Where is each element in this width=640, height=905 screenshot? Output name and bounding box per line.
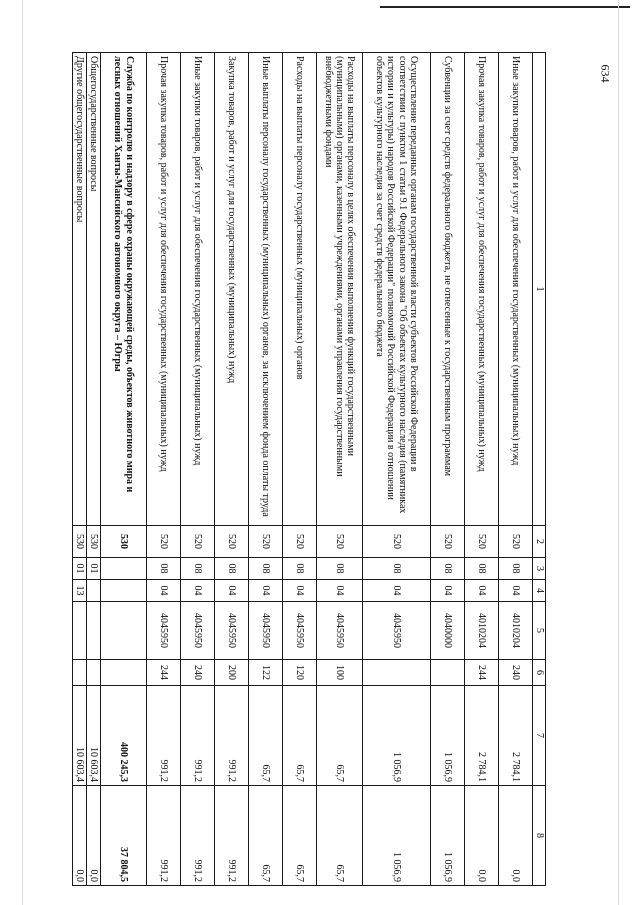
rotated-table-sheet (74, 52, 546, 885)
header-col-8: 8 (533, 786, 546, 886)
row-code-4: 04 (317, 580, 363, 602)
row-name: Закупка товаров, работ и услуг для государственных (муниципальных) нужд (215, 53, 249, 526)
row-amount-8: 37 804,5 (101, 786, 147, 886)
row-name: Иные закупки товаров, работ и услуг для обеспечения государственных (муниципальных) нужд (181, 53, 215, 526)
top-rule (380, 6, 630, 8)
table-row (249, 53, 283, 886)
row-amount-7: 1 056,9 (363, 686, 431, 786)
row-code-6: 122 (249, 660, 283, 686)
row-code-3: 08 (317, 558, 363, 580)
row-name: Другие общегосударственные вопросы (73, 53, 87, 526)
row-amount-7: 991,2 (215, 686, 249, 786)
row-code-3: 08 (215, 558, 249, 580)
row-code-3 (101, 558, 147, 580)
row-code-3: 01 (73, 558, 87, 580)
row-amount-7: 10 603,4 (73, 686, 87, 786)
row-amount-8: 65,7 (317, 786, 363, 886)
row-code-3: 08 (249, 558, 283, 580)
row-name: Иные выплаты персоналу государственных (муниципальных) органов, за исключением фонда оплаты труда (249, 53, 283, 526)
header-col-4: 4 (533, 580, 546, 602)
row-code-3: 08 (363, 558, 431, 580)
row-name: Служба по контролю и надзору в сфере охраны окружающей среды, объектов животного мира и лесных отношений Ханты-Мансийского автономного округа – Югры (101, 53, 147, 526)
row-code-4: 04 (499, 580, 533, 602)
row-code-2: 520 (363, 526, 431, 558)
row-amount-8: 991,2 (147, 786, 181, 886)
header-col-7: 7 (533, 686, 546, 786)
row-code-6 (431, 660, 465, 686)
row-code-4: 04 (249, 580, 283, 602)
row-code-3: 01 (87, 558, 101, 580)
row-name: Расходы на выплаты персоналу государственных (муниципальных) органов (283, 53, 317, 526)
row-amount-8: 0,0 (499, 786, 533, 886)
row-code-5 (73, 602, 87, 660)
row-code-6: 244 (465, 660, 499, 686)
row-code-5: 4045950 (147, 602, 181, 660)
table-row (215, 53, 249, 886)
row-code-4: 04 (147, 580, 181, 602)
table-row (181, 53, 215, 886)
row-code-5 (87, 602, 101, 660)
row-code-2: 520 (499, 526, 533, 558)
row-code-6: 244 (147, 660, 181, 686)
table-row (431, 53, 465, 886)
table-row (317, 53, 363, 886)
row-amount-7: 2 784,1 (465, 686, 499, 786)
row-amount-8: 65,7 (283, 786, 317, 886)
row-amount-7: 991,2 (181, 686, 215, 786)
row-code-5: 4010204 (465, 602, 499, 660)
page-number: 634 (598, 64, 613, 83)
row-code-3: 08 (181, 558, 215, 580)
row-code-6: 240 (499, 660, 533, 686)
row-amount-7: 2 784,1 (499, 686, 533, 786)
row-code-2: 530 (101, 526, 147, 558)
row-code-2: 520 (249, 526, 283, 558)
row-name: Прочая закупка товаров, работ и услуг для обеспечения государственных (муниципальных) нужд (465, 53, 499, 526)
row-code-5: 4045950 (363, 602, 431, 660)
header-col-1: 1 (533, 53, 546, 526)
row-code-5: 4045950 (249, 602, 283, 660)
row-code-2: 520 (465, 526, 499, 558)
header-col-5: 5 (533, 602, 546, 660)
row-name: Субвенции за счет средств федерального бюджета, не отнесенные к государственным программам (431, 53, 465, 526)
row-name: Расходы на выплаты персоналу в целях обеспечения выполнения функций государственными (муниципальными) органами, казенными учреждениями, органами управления государственными внебюджетными фондами (317, 53, 363, 526)
row-code-3: 08 (283, 558, 317, 580)
row-amount-7: 65,7 (249, 686, 283, 786)
row-code-6 (87, 660, 101, 686)
row-code-2: 520 (431, 526, 465, 558)
row-code-4: 04 (215, 580, 249, 602)
row-amount-8: 0,0 (465, 786, 499, 886)
row-code-2: 520 (283, 526, 317, 558)
table-row (283, 53, 317, 886)
table-row (87, 53, 101, 886)
row-name: Прочая закупка товаров, работ и услуг для обеспечения государственных (муниципальных) нужд (147, 53, 181, 526)
row-code-6: 240 (181, 660, 215, 686)
row-code-2: 520 (317, 526, 363, 558)
row-code-5: 4010204 (499, 602, 533, 660)
header-col-6: 6 (533, 660, 546, 686)
row-name: Иные закупки товаров, работ и услуг для обеспечения государственных (муниципальных) нужд (499, 53, 533, 526)
row-code-4 (87, 580, 101, 602)
row-amount-8: 1 056,9 (431, 786, 465, 886)
table-header-row (533, 53, 546, 886)
row-code-3: 08 (431, 558, 465, 580)
row-amount-8: 65,7 (249, 786, 283, 886)
header-col-3: 3 (533, 558, 546, 580)
row-code-5: 4045950 (317, 602, 363, 660)
row-code-2: 520 (181, 526, 215, 558)
row-amount-7: 65,7 (283, 686, 317, 786)
row-code-3: 08 (147, 558, 181, 580)
row-code-6 (101, 660, 147, 686)
row-code-5 (101, 602, 147, 660)
table-row (465, 53, 499, 886)
row-code-5: 4045950 (283, 602, 317, 660)
row-code-6: 100 (317, 660, 363, 686)
row-code-4: 04 (465, 580, 499, 602)
row-code-4: 04 (363, 580, 431, 602)
row-amount-7: 1 056,9 (431, 686, 465, 786)
row-code-4: 04 (283, 580, 317, 602)
row-amount-8: 0,0 (87, 786, 101, 886)
row-code-5: 4040000 (431, 602, 465, 660)
row-code-4: 04 (181, 580, 215, 602)
row-amount-8: 991,2 (215, 786, 249, 886)
row-code-2: 530 (87, 526, 101, 558)
row-amount-8: 1 056,9 (363, 786, 431, 886)
table-row (363, 53, 431, 886)
row-name: Общегосударственные вопросы (87, 53, 101, 526)
row-amount-7: 10 603,4 (87, 686, 101, 786)
row-code-3: 08 (465, 558, 499, 580)
row-code-6: 120 (283, 660, 317, 686)
row-name: Осуществление переданных органам государственной власти субъектов Российской Федерации в соответствии с пунктом 1 статьи 9.1 Федерального закона "Об объектах культурного наследия (памятниках истории и культуры) народов Российской Федерации" полномочий Российской Федерации в отношении объектов культурного наследия за счет средств федерального бюджета (363, 53, 431, 526)
row-code-6: 200 (215, 660, 249, 686)
row-amount-7: 65,7 (317, 686, 363, 786)
row-amount-7: 991,2 (147, 686, 181, 786)
row-code-5: 4045950 (181, 602, 215, 660)
row-amount-7: 400 245,3 (101, 686, 147, 786)
row-code-2: 520 (215, 526, 249, 558)
table-row (73, 53, 87, 886)
row-code-3: 08 (499, 558, 533, 580)
row-code-5: 4045950 (215, 602, 249, 660)
row-code-2: 520 (147, 526, 181, 558)
table-row (101, 53, 147, 886)
row-code-4 (101, 580, 147, 602)
budget-table (72, 52, 546, 886)
table-row (147, 53, 181, 886)
row-code-4: 04 (431, 580, 465, 602)
row-amount-8: 0,0 (73, 786, 87, 886)
scan-artifact-line (22, 0, 23, 905)
table-row (499, 53, 533, 886)
row-code-6 (363, 660, 431, 686)
row-code-6 (73, 660, 87, 686)
row-amount-8: 991,2 (181, 786, 215, 886)
row-code-4: 13 (73, 580, 87, 602)
header-col-2: 2 (533, 526, 546, 558)
row-code-2: 530 (73, 526, 87, 558)
scan-artifact-line (618, 0, 619, 905)
